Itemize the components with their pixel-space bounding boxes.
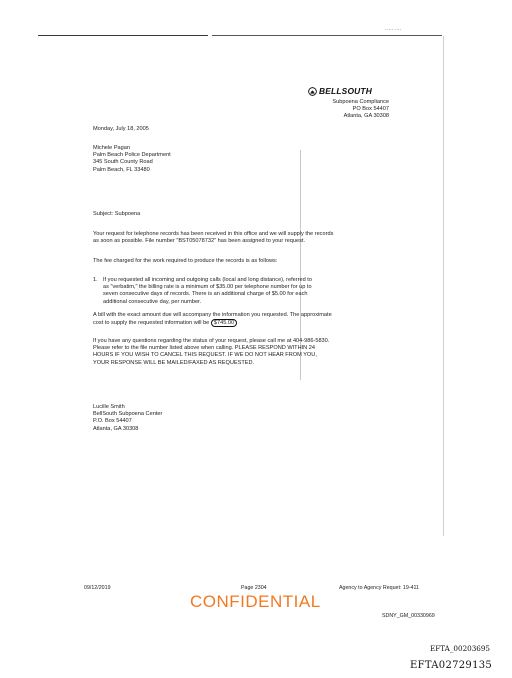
- footer-page-number: Page 2304: [241, 585, 267, 591]
- recipient-line: Palm Beach, FL 33480: [93, 166, 150, 173]
- right-edge-line: [443, 36, 444, 536]
- top-scan-rule-right: [212, 35, 442, 36]
- item-1-text: [103, 277, 312, 306]
- item-line: seven consecutive days of records. There is an additional charge of $5.00 for each: [103, 291, 308, 298]
- cost-text: cost to supply the requested information will be: [93, 320, 210, 327]
- brand-name: BELLSOUTH: [319, 86, 372, 96]
- subject-line: Subject: Subpoena: [93, 211, 141, 217]
- efta-number-2: EFTA02729135: [410, 660, 493, 671]
- item-line: If you requested all incoming and outgoing calls (local and long distance), referred to: [103, 277, 312, 283]
- letterhead-address: [300, 99, 389, 121]
- signature-line: Atlanta, GA 30308: [93, 425, 139, 432]
- paragraph-line: YOUR RESPONSE WILL BE MAILED/FAXED AS REQUESTED.: [93, 359, 255, 366]
- paragraph-line: If you have any questions regarding the status of your request, please call me at 404-986-5830.: [93, 338, 330, 344]
- item-number: 1.: [93, 277, 98, 283]
- bellsouth-logo: [308, 86, 372, 96]
- confidential-stamp: CONFIDENTIAL: [190, 592, 321, 611]
- paragraph-3: [93, 312, 332, 327]
- letterhead-line: PO Box 54407: [352, 106, 389, 113]
- recipient-line: 345 South County Road: [93, 159, 153, 166]
- letterhead-line: Subpoena Compliance: [332, 99, 389, 105]
- footer-date: 09/12/2019: [84, 585, 111, 591]
- recipient-line: Michele Pagan: [93, 145, 131, 151]
- footer-agency-request: Agency to Agency Requet: 19-411: [339, 585, 419, 591]
- letter-date: Monday, July 18, 2005: [93, 126, 149, 132]
- signature-line: Lucille Smith: [93, 404, 125, 410]
- paragraph-line: as soon as possible. File number "BST05078732" has been assigned to your request.: [93, 238, 306, 245]
- paragraph-line: A bill with the exact amount due will accompany the information you requested. The approximate: [93, 312, 332, 318]
- paragraph-4: [93, 338, 329, 367]
- top-right-marks: ····· ····: [385, 27, 402, 33]
- recipient-block: [93, 145, 171, 174]
- bell-logo-icon: [308, 87, 317, 96]
- circled-amount: $745.00: [211, 319, 237, 327]
- recipient-line: Palm Beach Police Department: [93, 152, 171, 159]
- paragraph-1: [93, 231, 333, 245]
- paragraph-2: The fee charged for the work required to produce the records is as follows:: [93, 258, 278, 264]
- efta-number-1: EFTA_00203695: [430, 644, 491, 653]
- paragraph-line: [93, 319, 332, 327]
- paragraph-line: Your request for telephone records has been received in this office and we will supply the records: [93, 231, 334, 237]
- signature-line: BellSouth Subpoena Center: [93, 411, 163, 418]
- item-line: additional consecutive day, per number.: [103, 298, 202, 305]
- sdny-bates-number: SDNY_GM_00330969: [382, 613, 435, 619]
- paragraph-line: Please refer to the file number listed above when calling. PLEASE RESPOND WITHIN 24: [93, 345, 315, 352]
- letterhead-line: Atlanta, GA 30308: [343, 113, 389, 120]
- paragraph-line: HOURS IF YOU WISH TO CANCEL THIS REQUEST. IF WE DO NOT HEAR FROM YOU,: [93, 352, 317, 359]
- item-line: as "verbatim," the billing rate is a minimum of $35.00 per telephone number for up to: [103, 284, 312, 291]
- top-scan-rule: [38, 35, 208, 36]
- signature-line: P.O. Box 54407: [93, 418, 132, 425]
- signature-block: [93, 404, 162, 433]
